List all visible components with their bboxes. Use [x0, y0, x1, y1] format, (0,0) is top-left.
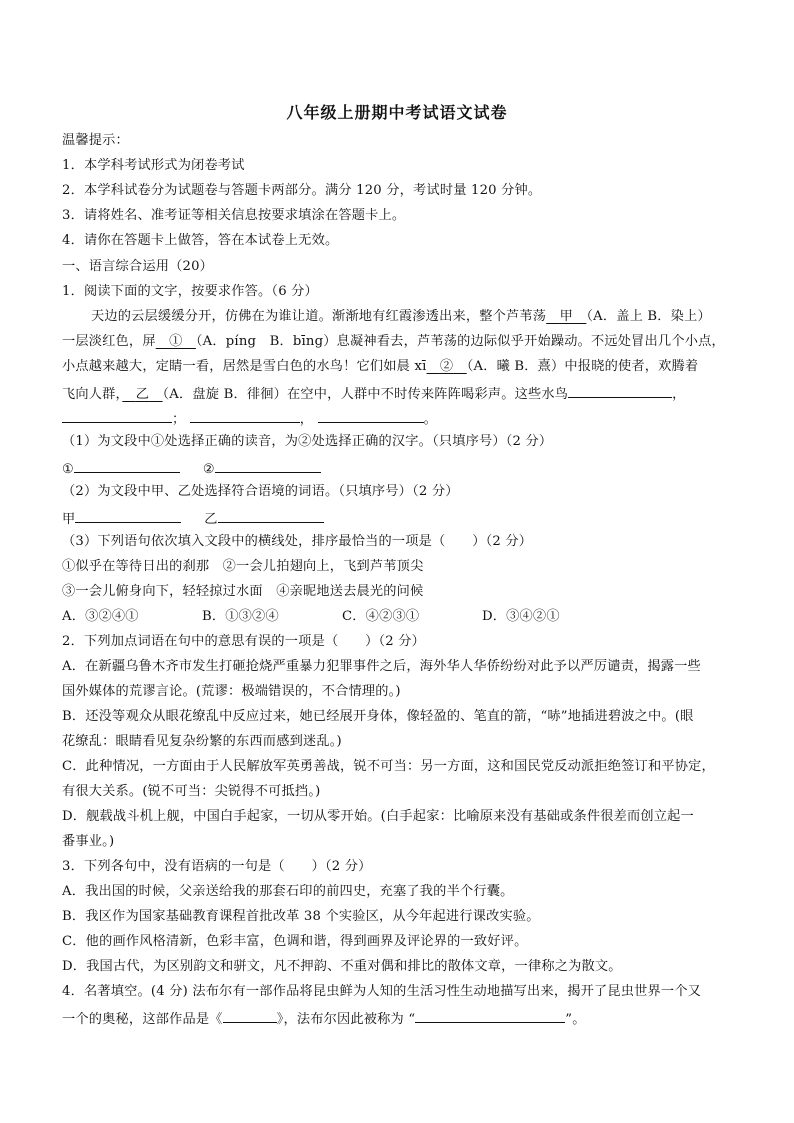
- option-line: A．在新疆乌鲁木齐市发生打砸抢烧严重暴力犯罪事件之后，海外华人华侨纷纷对此予以严厉谴责，揭露一些: [62, 659, 701, 674]
- blank-label: 甲: [559, 309, 573, 324]
- sub-question: （3）下列语句依次填入文段中的横线处，排序最恰当的一项是（ ）（2 分）: [62, 534, 533, 549]
- choice-option[interactable]: D．③④②①: [482, 609, 560, 624]
- passage-line: [62, 408, 734, 429]
- passage-text: 小点越来越大，定睛一看，居然是雪白色的水鸟！它们如晨 xī: [62, 359, 427, 374]
- option-line: 花缭乱：眼睛看见复杂纷繁的东西而感到迷乱。): [62, 734, 342, 749]
- answer-line: [62, 508, 734, 529]
- passage-line: [91, 308, 734, 326]
- tip-item: 3．请将姓名、准考证等相关信息按要求填涂在答题卡上。: [62, 208, 406, 223]
- choice-option[interactable]: C．④②③①: [342, 609, 420, 624]
- answer-blank[interactable]: [190, 408, 300, 423]
- passage-line: 飞向人群， 乙 （A．盘旋 B．徘徊）在空中，人群中不时传来阵阵喝彩声。这些水鸟 ，: [62, 383, 734, 404]
- answer-blank[interactable]: [415, 1008, 565, 1023]
- choice-option[interactable]: B．①③②④: [202, 609, 279, 624]
- passage-text: 天边的云层缓缓分开，仿佛在为谁让道。渐渐地有红霞渗透出来，整个芦苇荡: [91, 309, 547, 324]
- answer-label: 甲: [62, 512, 76, 527]
- passage-text: 飞向人群，: [62, 387, 123, 402]
- option-line: D．舰载战斗机上舰，中国白手起家，一切从零开始。(白手起家：比喻原来没有基础或条件很差而创立起一: [62, 809, 694, 824]
- choice-row: [62, 608, 734, 626]
- tips-heading: 温馨提示：: [62, 133, 129, 148]
- answer-line: [62, 458, 734, 479]
- tip-item: 2．本学科试卷分为试题卷与答题卡两部分。满分 120 分，考试时量 120 分钟。: [62, 183, 542, 198]
- blank-label: ②: [439, 359, 454, 374]
- tip-item: 1．本学科考试形式为闭卷考试: [62, 158, 245, 173]
- punct: ；: [172, 412, 186, 427]
- answer-label: ②: [202, 462, 215, 477]
- option-line: C．他的画作风格清新，色彩丰富，色调和谐，得到画界及评论界的一致好评。: [62, 934, 528, 949]
- sentence-options: ③一会儿俯身向下，轻轻掠过水面 ④亲昵地送去晨光的问候: [62, 584, 424, 599]
- answer-blank[interactable]: [218, 508, 324, 523]
- question-stem: 3．下列各句中，没有语病的一句是（ ）（2 分）: [62, 859, 372, 874]
- blank-yi: [122, 387, 162, 402]
- option-line: 有很大关系。(锐不可当：尖锐得不可抵挡。): [62, 784, 321, 799]
- answer-blank[interactable]: [215, 458, 321, 473]
- answer-blank[interactable]: [318, 408, 424, 423]
- punct: 。: [423, 412, 437, 427]
- question-stem: 2．下列加点词语在句中的意思有误的一项是（ ）（2 分）: [62, 634, 426, 649]
- answer-blank[interactable]: [568, 383, 672, 398]
- question-stem: 1．阅读下面的文字，按要求作答。（6 分）: [62, 284, 318, 299]
- passage-text: 一个的奥秘，这部作品是《: [62, 1012, 223, 1027]
- passage-text: 一层淡红色，屏: [62, 334, 156, 349]
- answer-blank[interactable]: [74, 458, 180, 473]
- option-line: B．我区作为国家基础教育课程首批改革 38 个实验区，从今年起进行课改实验。: [62, 909, 540, 924]
- passage-text: 》，法布尔因此被称为 “: [276, 1012, 416, 1027]
- sentence-options: ①似乎在等待日出的刹那 ②一会儿拍翅向上，飞到芦苇顶尖: [62, 559, 424, 574]
- answer-blank[interactable]: [75, 508, 181, 523]
- tip-item: 4．请你在答题卡上做答，答在本试卷上无效。: [62, 233, 339, 248]
- section-heading: 一、语言综合运用（20）: [62, 259, 214, 274]
- passage-line: [62, 333, 734, 351]
- answer-label: 乙: [204, 512, 218, 527]
- choice-option[interactable]: A．③②④①: [62, 609, 139, 624]
- sub-question: （1）为文段中①处选择正确的读音，为②处选择正确的汉字。（只填序号）（2 分）: [62, 434, 553, 449]
- option-line: C．此种情况，一方面由于人民解放军英勇善战，锐不可当：另一方面，这和国民党反动派拒绝签订和平协定，: [62, 759, 715, 774]
- passage-text: （A．盘旋 B．徘徊）在空中，人群中不时传来阵阵喝彩声。这些水鸟: [162, 387, 569, 402]
- answer-blank[interactable]: [62, 408, 172, 423]
- answer-blank[interactable]: [223, 1008, 277, 1023]
- question-stem: 4．名著填空。(4 分) 法布尔有一部作品将昆虫鲜为人知的生活习性生动地描写出来，揭开了昆虫世界一个又: [62, 984, 702, 999]
- answer-line: [62, 1008, 734, 1029]
- passage-line: [62, 358, 734, 376]
- punct: ，: [299, 412, 314, 427]
- passage-text: ”。: [565, 1012, 586, 1027]
- blank-label: 乙: [135, 387, 150, 402]
- option-line: D．我国古代，为区别韵文和骈文，凡不押韵、不重对偶和排比的散体文章，一律称之为散文。: [62, 959, 622, 974]
- blank-jia: [546, 309, 586, 324]
- sub-question: （2）为文段中甲、乙处选择符合语境的词语。（只填序号）（2 分）: [62, 484, 459, 499]
- passage-text: （A．曦 B．熹）中报晓的使者，欢腾着: [466, 359, 699, 374]
- blank-1: [156, 334, 196, 349]
- answer-label: ①: [62, 462, 75, 477]
- option-line: 番事业。): [62, 834, 115, 849]
- blank-2: [427, 359, 467, 374]
- page-title: 八年级上册期中考试语文试卷: [286, 103, 508, 122]
- passage-text: （A．盖上 B．染上）: [586, 309, 711, 324]
- option-line: B．还没等观众从眼花缭乱中反应过来，她已经展开身体，像轻盈的、笔直的箭，“哧”地插进碧波之中。(眼: [62, 709, 694, 724]
- option-line: 国外媒体的荒谬言论。(荒谬：极端错误的，不合情理的。): [62, 684, 401, 699]
- blank-label: ①: [169, 334, 183, 349]
- option-line: A．我出国的时候，父亲送给我的那套石印的前四史，充塞了我的半个行囊。: [62, 884, 514, 899]
- passage-text: （A．píng B．bīng）息凝神看去，芦苇荡的边际似乎开始躁动。不远处冒出几个小点，: [195, 334, 725, 349]
